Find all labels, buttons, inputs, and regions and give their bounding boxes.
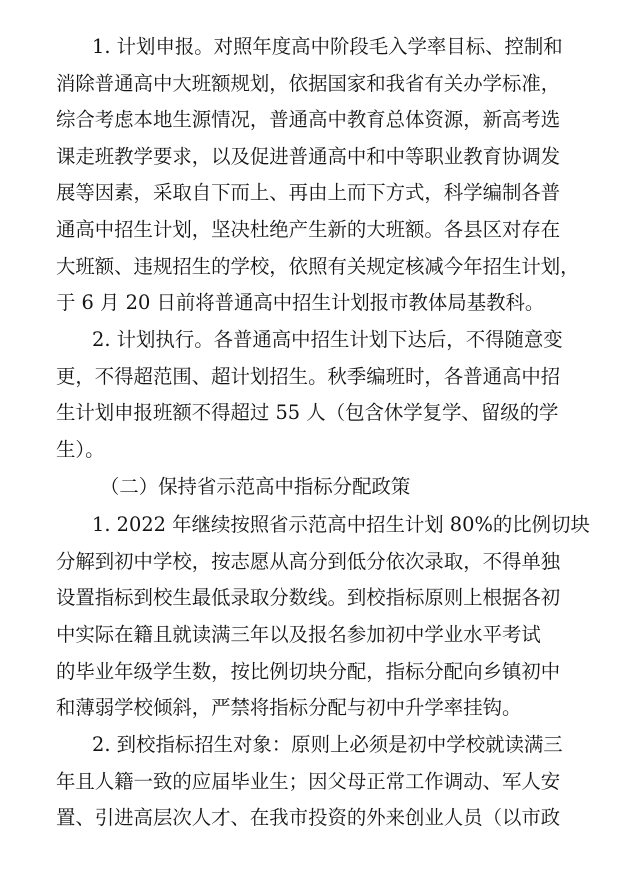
paragraph-2-line-1: 2. 计划执行。各普通高中招生计划下达后，不得随意变 — [92, 328, 563, 351]
paragraph-4-line-2: 年且人籍一致的应届毕业生；因父母正常工作调动、军人安 — [56, 770, 561, 793]
paragraph-1-line-7: 大班额、违规招生的学校，依照有关规定核减今年招生计划， — [56, 255, 580, 278]
paragraph-1-line-6: 通高中招生计划，坚决杜绝产生新的大班额。各县区对存在 — [56, 218, 561, 241]
paragraph-1-line-4: 课走班教学要求，以及促进普通高中和中等职业教育协调发 — [56, 145, 561, 168]
paragraph-1-line-3: 综合考虑本地生源情况，普通高中教育总体资源，新高考选 — [56, 108, 561, 131]
paragraph-4-line-1: 2. 到校指标招生对象：原则上必须是初中学校就读满三 — [92, 733, 563, 756]
paragraph-3-line-5: 的毕业年级学生数，按比例切块分配，指标分配向乡镇初中 — [56, 660, 561, 683]
paragraph-2-line-3: 生计划申报班额不得超过 55 人（包含休学复学、留级的学 — [56, 401, 559, 424]
paragraph-4-line-3: 置、引进高层次人才、在我市投资的外来创业人员（以市政 — [56, 806, 561, 829]
paragraph-3-line-3: 设置指标到校生最低录取分数线。到校指标原则上根据各初 — [56, 586, 561, 609]
paragraph-2-line-2: 更，不得超范围、超计划招生。秋季编班时，各普通高中招 — [56, 365, 561, 388]
paragraph-3-line-2: 分解到初中学校，按志愿从高分到低分依次录取，不得单独 — [56, 550, 561, 573]
paragraph-1-line-5: 展等因素，采取自下而上、再由上而下方式，科学编制各普 — [56, 181, 561, 204]
section-heading: （二）保持省示范高中指标分配政策 — [100, 475, 411, 498]
paragraph-2-line-4: 生）。 — [56, 438, 105, 461]
paragraph-1-line-2: 消除普通高中大班额规划，依据国家和我省有关办学标准， — [56, 72, 561, 95]
paragraph-1-line-1: 1. 计划申报。对照年度高中阶段毛入学率目标、控制和 — [92, 35, 563, 58]
paragraph-3-line-4: 中实际在籍且就读满三年以及报名参加初中学业水平考试 — [56, 623, 541, 646]
paragraph-3-line-6: 和薄弱学校倾斜，严禁将指标分配与初中升学率挂钩。 — [56, 696, 522, 719]
paragraph-3-line-1: 1. 2022 年继续按照省示范高中招生计划 80%的比例切块 — [92, 513, 590, 536]
paragraph-1-line-8: 于 6 月 20 日前将普通高中招生计划报市教体局基教科。 — [56, 291, 545, 314]
